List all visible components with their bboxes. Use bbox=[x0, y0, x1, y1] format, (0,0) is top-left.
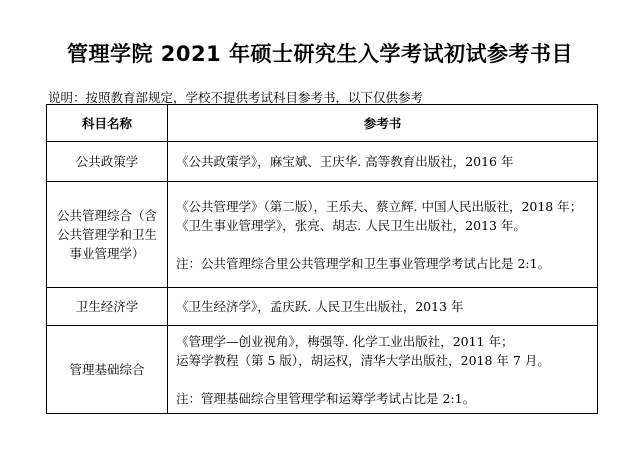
table-row bbox=[47, 142, 598, 182]
reference-note: 注：公共管理综合里公共管理学和卫生事业管理学考试占比是 2:1。 bbox=[176, 255, 551, 271]
reference-table bbox=[46, 104, 598, 414]
reference-line: 《公共政策学》，麻宝斌、王庆华. 高等教育出版社，2016 年 bbox=[176, 154, 514, 169]
explanation-note: 说明：按照教育部规定，学校不提供考试科目参考书，以下仅供参考 bbox=[48, 90, 424, 105]
table-header-row bbox=[47, 105, 598, 142]
references-cell bbox=[168, 142, 598, 182]
page-title: 管理学院 2021 年硕士研究生入学考试初试参考书目 bbox=[66, 42, 574, 66]
table-row bbox=[47, 326, 598, 414]
subject-cell: 公共政策学 bbox=[47, 142, 168, 182]
references-cell bbox=[168, 288, 598, 326]
reference-note: 注：管理基础综合里管理学和运筹学考试占比是 2:1。 bbox=[176, 390, 476, 406]
references-cell bbox=[168, 182, 598, 288]
reference-line: 《公共管理学》（第二版），王乐夫、蔡立辉. 中国人民出版社，2018 年； bbox=[176, 198, 583, 214]
subject-cell: 卫生经济学 bbox=[47, 288, 168, 326]
table-row bbox=[47, 288, 598, 326]
reference-line: 《卫生经济学》，孟庆跃. 人民卫生出版社，2013 年 bbox=[176, 299, 464, 314]
header-references: 参考书 bbox=[168, 105, 598, 142]
table-row bbox=[47, 182, 598, 288]
subject-cell: 管理基础综合 bbox=[47, 326, 168, 414]
reference-line: 《卫生事业管理学》，张亮、胡志. 人民卫生出版社，2013 年。 bbox=[176, 217, 526, 233]
reference-line: 运筹学教程（第 5 版），胡运权，清华大学出版社，2018 年 7 月。 bbox=[176, 352, 550, 368]
header-subject: 科目名称 bbox=[47, 105, 168, 142]
references-cell bbox=[168, 326, 598, 414]
reference-line: 《管理学—创业视角》，梅强等. 化学工业出版社，2011 年； bbox=[176, 333, 514, 349]
subject-cell: 公共管理综合（含公共管理学和卫生事业管理学） bbox=[47, 182, 168, 288]
